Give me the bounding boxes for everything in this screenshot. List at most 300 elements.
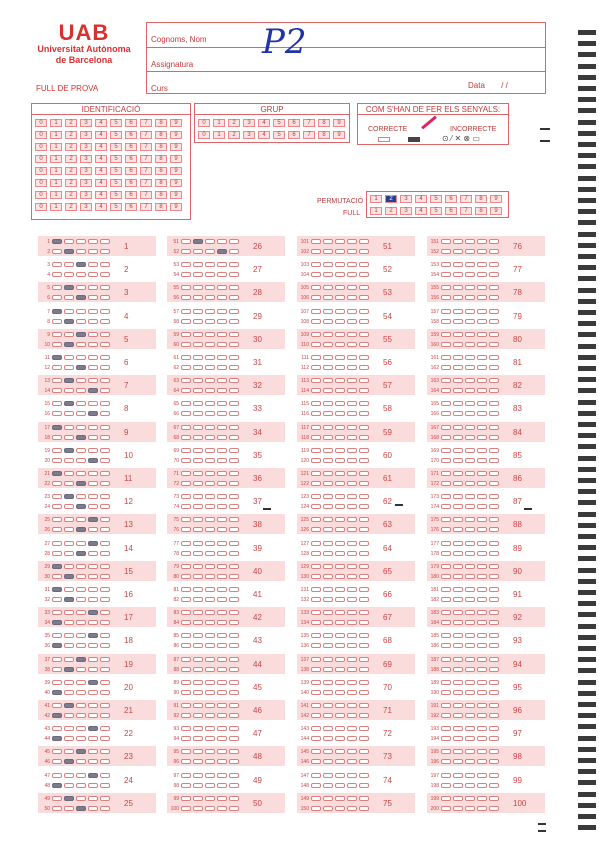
id-digit-cell[interactable]: 2 bbox=[65, 143, 77, 151]
answer-bubble[interactable] bbox=[441, 249, 451, 254]
answer-bubble[interactable] bbox=[477, 458, 487, 463]
answer-bubble[interactable] bbox=[359, 517, 369, 522]
permutation-cell[interactable]: 8 bbox=[475, 195, 487, 203]
permutation-cell[interactable]: 2 bbox=[385, 207, 397, 215]
answer-bubble[interactable] bbox=[323, 471, 333, 476]
answer-bubble[interactable] bbox=[477, 726, 487, 731]
answer-bubble[interactable] bbox=[217, 643, 227, 648]
answer-bubble[interactable] bbox=[453, 736, 463, 741]
answer-bubble[interactable] bbox=[311, 448, 321, 453]
answer-bubble[interactable] bbox=[323, 564, 333, 569]
answer-bubble[interactable] bbox=[88, 773, 98, 778]
answer-bubble[interactable] bbox=[335, 564, 345, 569]
answer-bubble[interactable] bbox=[88, 680, 98, 685]
answer-bubble[interactable] bbox=[181, 657, 191, 662]
answer-bubble[interactable] bbox=[465, 272, 475, 277]
answer-bubble[interactable] bbox=[347, 355, 357, 360]
answer-bubble[interactable] bbox=[64, 425, 74, 430]
answer-bubble[interactable] bbox=[229, 749, 239, 754]
answer-bubble[interactable] bbox=[489, 355, 499, 360]
answer-bubble[interactable] bbox=[193, 494, 203, 499]
answer-bubble[interactable] bbox=[88, 541, 98, 546]
answer-bubble[interactable] bbox=[359, 551, 369, 556]
answer-bubble[interactable] bbox=[76, 471, 86, 476]
answer-bubble[interactable] bbox=[181, 749, 191, 754]
answer-bubble[interactable] bbox=[477, 574, 487, 579]
answer-bubble[interactable] bbox=[477, 285, 487, 290]
answer-bubble[interactable] bbox=[335, 332, 345, 337]
answer-bubble[interactable] bbox=[347, 411, 357, 416]
answer-bubble[interactable] bbox=[441, 411, 451, 416]
answer-bubble[interactable] bbox=[205, 690, 215, 695]
id-digit-cell[interactable]: 5 bbox=[110, 131, 122, 139]
answer-bubble[interactable] bbox=[359, 378, 369, 383]
answer-bubble[interactable] bbox=[477, 587, 487, 592]
answer-bubble[interactable] bbox=[205, 736, 215, 741]
answer-bubble[interactable] bbox=[489, 657, 499, 662]
answer-bubble[interactable] bbox=[453, 551, 463, 556]
answer-bubble[interactable] bbox=[229, 342, 239, 347]
answer-bubble[interactable] bbox=[347, 272, 357, 277]
answer-bubble[interactable] bbox=[100, 726, 110, 731]
answer-bubble[interactable] bbox=[465, 551, 475, 556]
answer-bubble[interactable] bbox=[193, 295, 203, 300]
answer-bubble[interactable] bbox=[205, 249, 215, 254]
answer-bubble[interactable] bbox=[52, 680, 62, 685]
answer-bubble[interactable] bbox=[205, 796, 215, 801]
answer-bubble[interactable] bbox=[181, 378, 191, 383]
answer-bubble[interactable] bbox=[217, 458, 227, 463]
answer-bubble[interactable] bbox=[465, 249, 475, 254]
id-digit-cell[interactable]: 2 bbox=[65, 167, 77, 175]
answer-bubble[interactable] bbox=[217, 481, 227, 486]
answer-bubble[interactable] bbox=[100, 309, 110, 314]
answer-bubble[interactable] bbox=[64, 667, 74, 672]
answer-bubble[interactable] bbox=[64, 657, 74, 662]
answer-bubble[interactable] bbox=[181, 239, 191, 244]
id-digit-cell[interactable]: 1 bbox=[50, 203, 62, 211]
answer-bubble[interactable] bbox=[359, 806, 369, 811]
answer-bubble[interactable] bbox=[347, 285, 357, 290]
answer-bubble[interactable] bbox=[100, 574, 110, 579]
answer-bubble[interactable] bbox=[217, 574, 227, 579]
answer-bubble[interactable] bbox=[335, 749, 345, 754]
answer-bubble[interactable] bbox=[88, 713, 98, 718]
answer-bubble[interactable] bbox=[229, 690, 239, 695]
permutation-cell[interactable]: 2 bbox=[385, 195, 397, 203]
answer-bubble[interactable] bbox=[64, 388, 74, 393]
answer-bubble[interactable] bbox=[453, 239, 463, 244]
answer-bubble[interactable] bbox=[76, 435, 86, 440]
answer-bubble[interactable] bbox=[64, 365, 74, 370]
answer-bubble[interactable] bbox=[76, 365, 86, 370]
group-digit-cell[interactable]: 0 bbox=[198, 131, 210, 139]
group-digit-cell[interactable]: 8 bbox=[318, 119, 330, 127]
permutation-cell[interactable]: 4 bbox=[415, 195, 427, 203]
group-digit-cell[interactable]: 9 bbox=[333, 119, 345, 127]
answer-bubble[interactable] bbox=[193, 378, 203, 383]
answer-bubble[interactable] bbox=[193, 574, 203, 579]
answer-bubble[interactable] bbox=[335, 667, 345, 672]
answer-bubble[interactable] bbox=[489, 667, 499, 672]
answer-bubble[interactable] bbox=[88, 574, 98, 579]
answer-bubble[interactable] bbox=[465, 597, 475, 602]
answer-bubble[interactable] bbox=[441, 262, 451, 267]
answer-bubble[interactable] bbox=[335, 435, 345, 440]
answer-bubble[interactable] bbox=[347, 690, 357, 695]
answer-bubble[interactable] bbox=[193, 667, 203, 672]
answer-bubble[interactable] bbox=[100, 620, 110, 625]
id-digit-cell[interactable]: 2 bbox=[65, 203, 77, 211]
answer-bubble[interactable] bbox=[181, 517, 191, 522]
answer-bubble[interactable] bbox=[323, 597, 333, 602]
answer-bubble[interactable] bbox=[88, 610, 98, 615]
answer-bubble[interactable] bbox=[477, 435, 487, 440]
answer-bubble[interactable] bbox=[311, 620, 321, 625]
answer-bubble[interactable] bbox=[88, 262, 98, 267]
permutation-cell[interactable]: 9 bbox=[490, 195, 502, 203]
answer-bubble[interactable] bbox=[76, 517, 86, 522]
answer-bubble[interactable] bbox=[323, 239, 333, 244]
answer-bubble[interactable] bbox=[64, 541, 74, 546]
answer-bubble[interactable] bbox=[477, 365, 487, 370]
answer-bubble[interactable] bbox=[311, 690, 321, 695]
answer-bubble[interactable] bbox=[52, 783, 62, 788]
permutation-cell[interactable]: 6 bbox=[445, 195, 457, 203]
id-digit-cell[interactable]: 6 bbox=[125, 191, 137, 199]
answer-bubble[interactable] bbox=[441, 272, 451, 277]
group-digit-cell[interactable]: 7 bbox=[303, 131, 315, 139]
id-digit-cell[interactable]: 8 bbox=[155, 203, 167, 211]
answer-bubble[interactable] bbox=[229, 796, 239, 801]
answer-bubble[interactable] bbox=[335, 806, 345, 811]
answer-bubble[interactable] bbox=[217, 806, 227, 811]
answer-bubble[interactable] bbox=[193, 262, 203, 267]
group-digit-cell[interactable]: 3 bbox=[243, 131, 255, 139]
id-digit-cell[interactable]: 1 bbox=[50, 155, 62, 163]
answer-bubble[interactable] bbox=[100, 759, 110, 764]
answer-bubble[interactable] bbox=[359, 425, 369, 430]
answer-bubble[interactable] bbox=[205, 262, 215, 267]
answer-bubble[interactable] bbox=[477, 690, 487, 695]
answer-bubble[interactable] bbox=[335, 249, 345, 254]
answer-bubble[interactable] bbox=[359, 749, 369, 754]
answer-bubble[interactable] bbox=[323, 272, 333, 277]
answer-bubble[interactable] bbox=[88, 435, 98, 440]
answer-bubble[interactable] bbox=[453, 574, 463, 579]
answer-bubble[interactable] bbox=[181, 401, 191, 406]
answer-bubble[interactable] bbox=[217, 680, 227, 685]
answer-bubble[interactable] bbox=[347, 295, 357, 300]
answer-bubble[interactable] bbox=[359, 620, 369, 625]
group-digit-cell[interactable]: 9 bbox=[333, 131, 345, 139]
answer-bubble[interactable] bbox=[335, 471, 345, 476]
answer-bubble[interactable] bbox=[88, 365, 98, 370]
answer-bubble[interactable] bbox=[489, 458, 499, 463]
answer-bubble[interactable] bbox=[205, 597, 215, 602]
answer-bubble[interactable] bbox=[181, 680, 191, 685]
answer-bubble[interactable] bbox=[205, 435, 215, 440]
answer-bubble[interactable] bbox=[88, 342, 98, 347]
answer-bubble[interactable] bbox=[229, 285, 239, 290]
answer-bubble[interactable] bbox=[323, 657, 333, 662]
answer-bubble[interactable] bbox=[441, 239, 451, 244]
answer-bubble[interactable] bbox=[193, 425, 203, 430]
answer-bubble[interactable] bbox=[76, 309, 86, 314]
answer-bubble[interactable] bbox=[359, 759, 369, 764]
answer-bubble[interactable] bbox=[465, 401, 475, 406]
answer-bubble[interactable] bbox=[64, 272, 74, 277]
answer-bubble[interactable] bbox=[477, 610, 487, 615]
answer-bubble[interactable] bbox=[217, 587, 227, 592]
answer-bubble[interactable] bbox=[229, 295, 239, 300]
answer-bubble[interactable] bbox=[229, 713, 239, 718]
group-digit-cell[interactable]: 6 bbox=[288, 131, 300, 139]
answer-bubble[interactable] bbox=[205, 657, 215, 662]
answer-bubble[interactable] bbox=[441, 551, 451, 556]
answer-bubble[interactable] bbox=[229, 262, 239, 267]
answer-bubble[interactable] bbox=[441, 458, 451, 463]
answer-bubble[interactable] bbox=[311, 435, 321, 440]
answer-bubble[interactable] bbox=[205, 643, 215, 648]
answer-bubble[interactable] bbox=[359, 574, 369, 579]
answer-bubble[interactable] bbox=[88, 388, 98, 393]
answer-bubble[interactable] bbox=[323, 285, 333, 290]
answer-bubble[interactable] bbox=[217, 517, 227, 522]
answer-bubble[interactable] bbox=[217, 610, 227, 615]
answer-bubble[interactable] bbox=[347, 726, 357, 731]
answer-bubble[interactable] bbox=[489, 471, 499, 476]
answer-bubble[interactable] bbox=[489, 796, 499, 801]
answer-bubble[interactable] bbox=[181, 783, 191, 788]
answer-bubble[interactable] bbox=[323, 783, 333, 788]
answer-bubble[interactable] bbox=[323, 703, 333, 708]
answer-bubble[interactable] bbox=[465, 587, 475, 592]
answer-bubble[interactable] bbox=[181, 806, 191, 811]
answer-bubble[interactable] bbox=[323, 667, 333, 672]
answer-bubble[interactable] bbox=[88, 295, 98, 300]
answer-bubble[interactable] bbox=[347, 517, 357, 522]
answer-bubble[interactable] bbox=[311, 680, 321, 685]
answer-bubble[interactable] bbox=[311, 319, 321, 324]
answer-bubble[interactable] bbox=[100, 643, 110, 648]
id-digit-cell[interactable]: 3 bbox=[80, 179, 92, 187]
id-digit-cell[interactable]: 5 bbox=[110, 167, 122, 175]
answer-bubble[interactable] bbox=[489, 541, 499, 546]
answer-bubble[interactable] bbox=[88, 471, 98, 476]
answer-bubble[interactable] bbox=[465, 680, 475, 685]
answer-bubble[interactable] bbox=[205, 401, 215, 406]
answer-bubble[interactable] bbox=[347, 574, 357, 579]
answer-bubble[interactable] bbox=[205, 481, 215, 486]
answer-bubble[interactable] bbox=[100, 680, 110, 685]
answer-bubble[interactable] bbox=[465, 309, 475, 314]
answer-bubble[interactable] bbox=[477, 309, 487, 314]
answer-bubble[interactable] bbox=[335, 713, 345, 718]
answer-bubble[interactable] bbox=[88, 425, 98, 430]
answer-bubble[interactable] bbox=[359, 249, 369, 254]
answer-bubble[interactable] bbox=[323, 541, 333, 546]
answer-bubble[interactable] bbox=[441, 388, 451, 393]
id-digit-cell[interactable]: 7 bbox=[140, 119, 152, 127]
answer-bubble[interactable] bbox=[88, 378, 98, 383]
answer-bubble[interactable] bbox=[181, 342, 191, 347]
answer-bubble[interactable] bbox=[441, 309, 451, 314]
id-digit-cell[interactable]: 4 bbox=[95, 191, 107, 199]
answer-bubble[interactable] bbox=[217, 504, 227, 509]
id-digit-cell[interactable]: 4 bbox=[95, 131, 107, 139]
answer-bubble[interactable] bbox=[323, 610, 333, 615]
answer-bubble[interactable] bbox=[205, 574, 215, 579]
answer-bubble[interactable] bbox=[52, 574, 62, 579]
answer-bubble[interactable] bbox=[465, 435, 475, 440]
answer-bubble[interactable] bbox=[100, 657, 110, 662]
answer-bubble[interactable] bbox=[311, 541, 321, 546]
id-digit-cell[interactable]: 2 bbox=[65, 131, 77, 139]
answer-bubble[interactable] bbox=[311, 285, 321, 290]
id-digit-cell[interactable]: 4 bbox=[95, 155, 107, 163]
answer-bubble[interactable] bbox=[64, 249, 74, 254]
answer-bubble[interactable] bbox=[52, 610, 62, 615]
answer-bubble[interactable] bbox=[453, 773, 463, 778]
answer-bubble[interactable] bbox=[88, 783, 98, 788]
answer-bubble[interactable] bbox=[453, 504, 463, 509]
answer-bubble[interactable] bbox=[193, 726, 203, 731]
answer-bubble[interactable] bbox=[229, 726, 239, 731]
answer-bubble[interactable] bbox=[205, 667, 215, 672]
permutation-cell[interactable]: 9 bbox=[490, 207, 502, 215]
answer-bubble[interactable] bbox=[205, 504, 215, 509]
id-digit-cell[interactable]: 0 bbox=[35, 131, 47, 139]
permutation-cell[interactable]: 1 bbox=[370, 195, 382, 203]
answer-bubble[interactable] bbox=[323, 587, 333, 592]
answer-bubble[interactable] bbox=[193, 773, 203, 778]
answer-bubble[interactable] bbox=[453, 471, 463, 476]
answer-bubble[interactable] bbox=[489, 309, 499, 314]
answer-bubble[interactable] bbox=[217, 736, 227, 741]
answer-bubble[interactable] bbox=[465, 726, 475, 731]
answer-bubble[interactable] bbox=[465, 657, 475, 662]
answer-bubble[interactable] bbox=[323, 458, 333, 463]
answer-bubble[interactable] bbox=[88, 620, 98, 625]
answer-bubble[interactable] bbox=[76, 736, 86, 741]
answer-bubble[interactable] bbox=[64, 435, 74, 440]
answer-bubble[interactable] bbox=[441, 759, 451, 764]
answer-bubble[interactable] bbox=[489, 494, 499, 499]
answer-bubble[interactable] bbox=[217, 633, 227, 638]
answer-bubble[interactable] bbox=[347, 667, 357, 672]
answer-bubble[interactable] bbox=[100, 285, 110, 290]
answer-bubble[interactable] bbox=[453, 435, 463, 440]
answer-bubble[interactable] bbox=[205, 759, 215, 764]
answer-bubble[interactable] bbox=[347, 796, 357, 801]
answer-bubble[interactable] bbox=[205, 713, 215, 718]
answer-bubble[interactable] bbox=[453, 703, 463, 708]
answer-bubble[interactable] bbox=[100, 806, 110, 811]
answer-bubble[interactable] bbox=[489, 504, 499, 509]
answer-bubble[interactable] bbox=[64, 494, 74, 499]
id-digit-cell[interactable]: 6 bbox=[125, 203, 137, 211]
group-digit-cell[interactable]: 2 bbox=[228, 119, 240, 127]
answer-bubble[interactable] bbox=[465, 759, 475, 764]
answer-bubble[interactable] bbox=[477, 633, 487, 638]
answer-bubble[interactable] bbox=[489, 481, 499, 486]
answer-bubble[interactable] bbox=[64, 448, 74, 453]
answer-bubble[interactable] bbox=[489, 425, 499, 430]
answer-bubble[interactable] bbox=[100, 736, 110, 741]
answer-bubble[interactable] bbox=[477, 494, 487, 499]
answer-bubble[interactable] bbox=[441, 680, 451, 685]
answer-bubble[interactable] bbox=[205, 703, 215, 708]
answer-bubble[interactable] bbox=[359, 610, 369, 615]
answer-bubble[interactable] bbox=[465, 458, 475, 463]
answer-bubble[interactable] bbox=[323, 504, 333, 509]
answer-bubble[interactable] bbox=[76, 726, 86, 731]
answer-bubble[interactable] bbox=[52, 481, 62, 486]
answer-bubble[interactable] bbox=[465, 481, 475, 486]
answer-bubble[interactable] bbox=[311, 749, 321, 754]
answer-bubble[interactable] bbox=[205, 365, 215, 370]
id-digit-cell[interactable]: 9 bbox=[170, 155, 182, 163]
answer-bubble[interactable] bbox=[489, 574, 499, 579]
id-digit-cell[interactable]: 7 bbox=[140, 143, 152, 151]
answer-bubble[interactable] bbox=[88, 726, 98, 731]
answer-bubble[interactable] bbox=[489, 435, 499, 440]
id-digit-cell[interactable]: 2 bbox=[65, 155, 77, 163]
answer-bubble[interactable] bbox=[489, 411, 499, 416]
answer-bubble[interactable] bbox=[477, 388, 487, 393]
answer-bubble[interactable] bbox=[100, 796, 110, 801]
answer-bubble[interactable] bbox=[477, 759, 487, 764]
answer-bubble[interactable] bbox=[229, 574, 239, 579]
answer-bubble[interactable] bbox=[465, 703, 475, 708]
answer-bubble[interactable] bbox=[100, 272, 110, 277]
answer-bubble[interactable] bbox=[205, 295, 215, 300]
answer-bubble[interactable] bbox=[217, 749, 227, 754]
id-digit-cell[interactable]: 7 bbox=[140, 131, 152, 139]
answer-bubble[interactable] bbox=[477, 401, 487, 406]
answer-bubble[interactable] bbox=[359, 262, 369, 267]
answer-bubble[interactable] bbox=[359, 736, 369, 741]
answer-bubble[interactable] bbox=[64, 517, 74, 522]
answer-bubble[interactable] bbox=[205, 564, 215, 569]
answer-bubble[interactable] bbox=[311, 401, 321, 406]
answer-bubble[interactable] bbox=[229, 435, 239, 440]
answer-bubble[interactable] bbox=[335, 411, 345, 416]
answer-bubble[interactable] bbox=[193, 285, 203, 290]
answer-bubble[interactable] bbox=[64, 458, 74, 463]
answer-bubble[interactable] bbox=[217, 239, 227, 244]
answer-bubble[interactable] bbox=[181, 388, 191, 393]
answer-bubble[interactable] bbox=[229, 494, 239, 499]
answer-bubble[interactable] bbox=[76, 504, 86, 509]
answer-bubble[interactable] bbox=[193, 471, 203, 476]
answer-bubble[interactable] bbox=[76, 411, 86, 416]
answer-bubble[interactable] bbox=[441, 796, 451, 801]
answer-bubble[interactable] bbox=[489, 597, 499, 602]
answer-bubble[interactable] bbox=[335, 285, 345, 290]
answer-bubble[interactable] bbox=[323, 365, 333, 370]
answer-bubble[interactable] bbox=[323, 633, 333, 638]
answer-bubble[interactable] bbox=[88, 564, 98, 569]
answer-bubble[interactable] bbox=[64, 262, 74, 267]
answer-bubble[interactable] bbox=[76, 597, 86, 602]
answer-bubble[interactable] bbox=[100, 504, 110, 509]
answer-bubble[interactable] bbox=[335, 610, 345, 615]
answer-bubble[interactable] bbox=[465, 285, 475, 290]
answer-bubble[interactable] bbox=[229, 517, 239, 522]
answer-bubble[interactable] bbox=[335, 494, 345, 499]
